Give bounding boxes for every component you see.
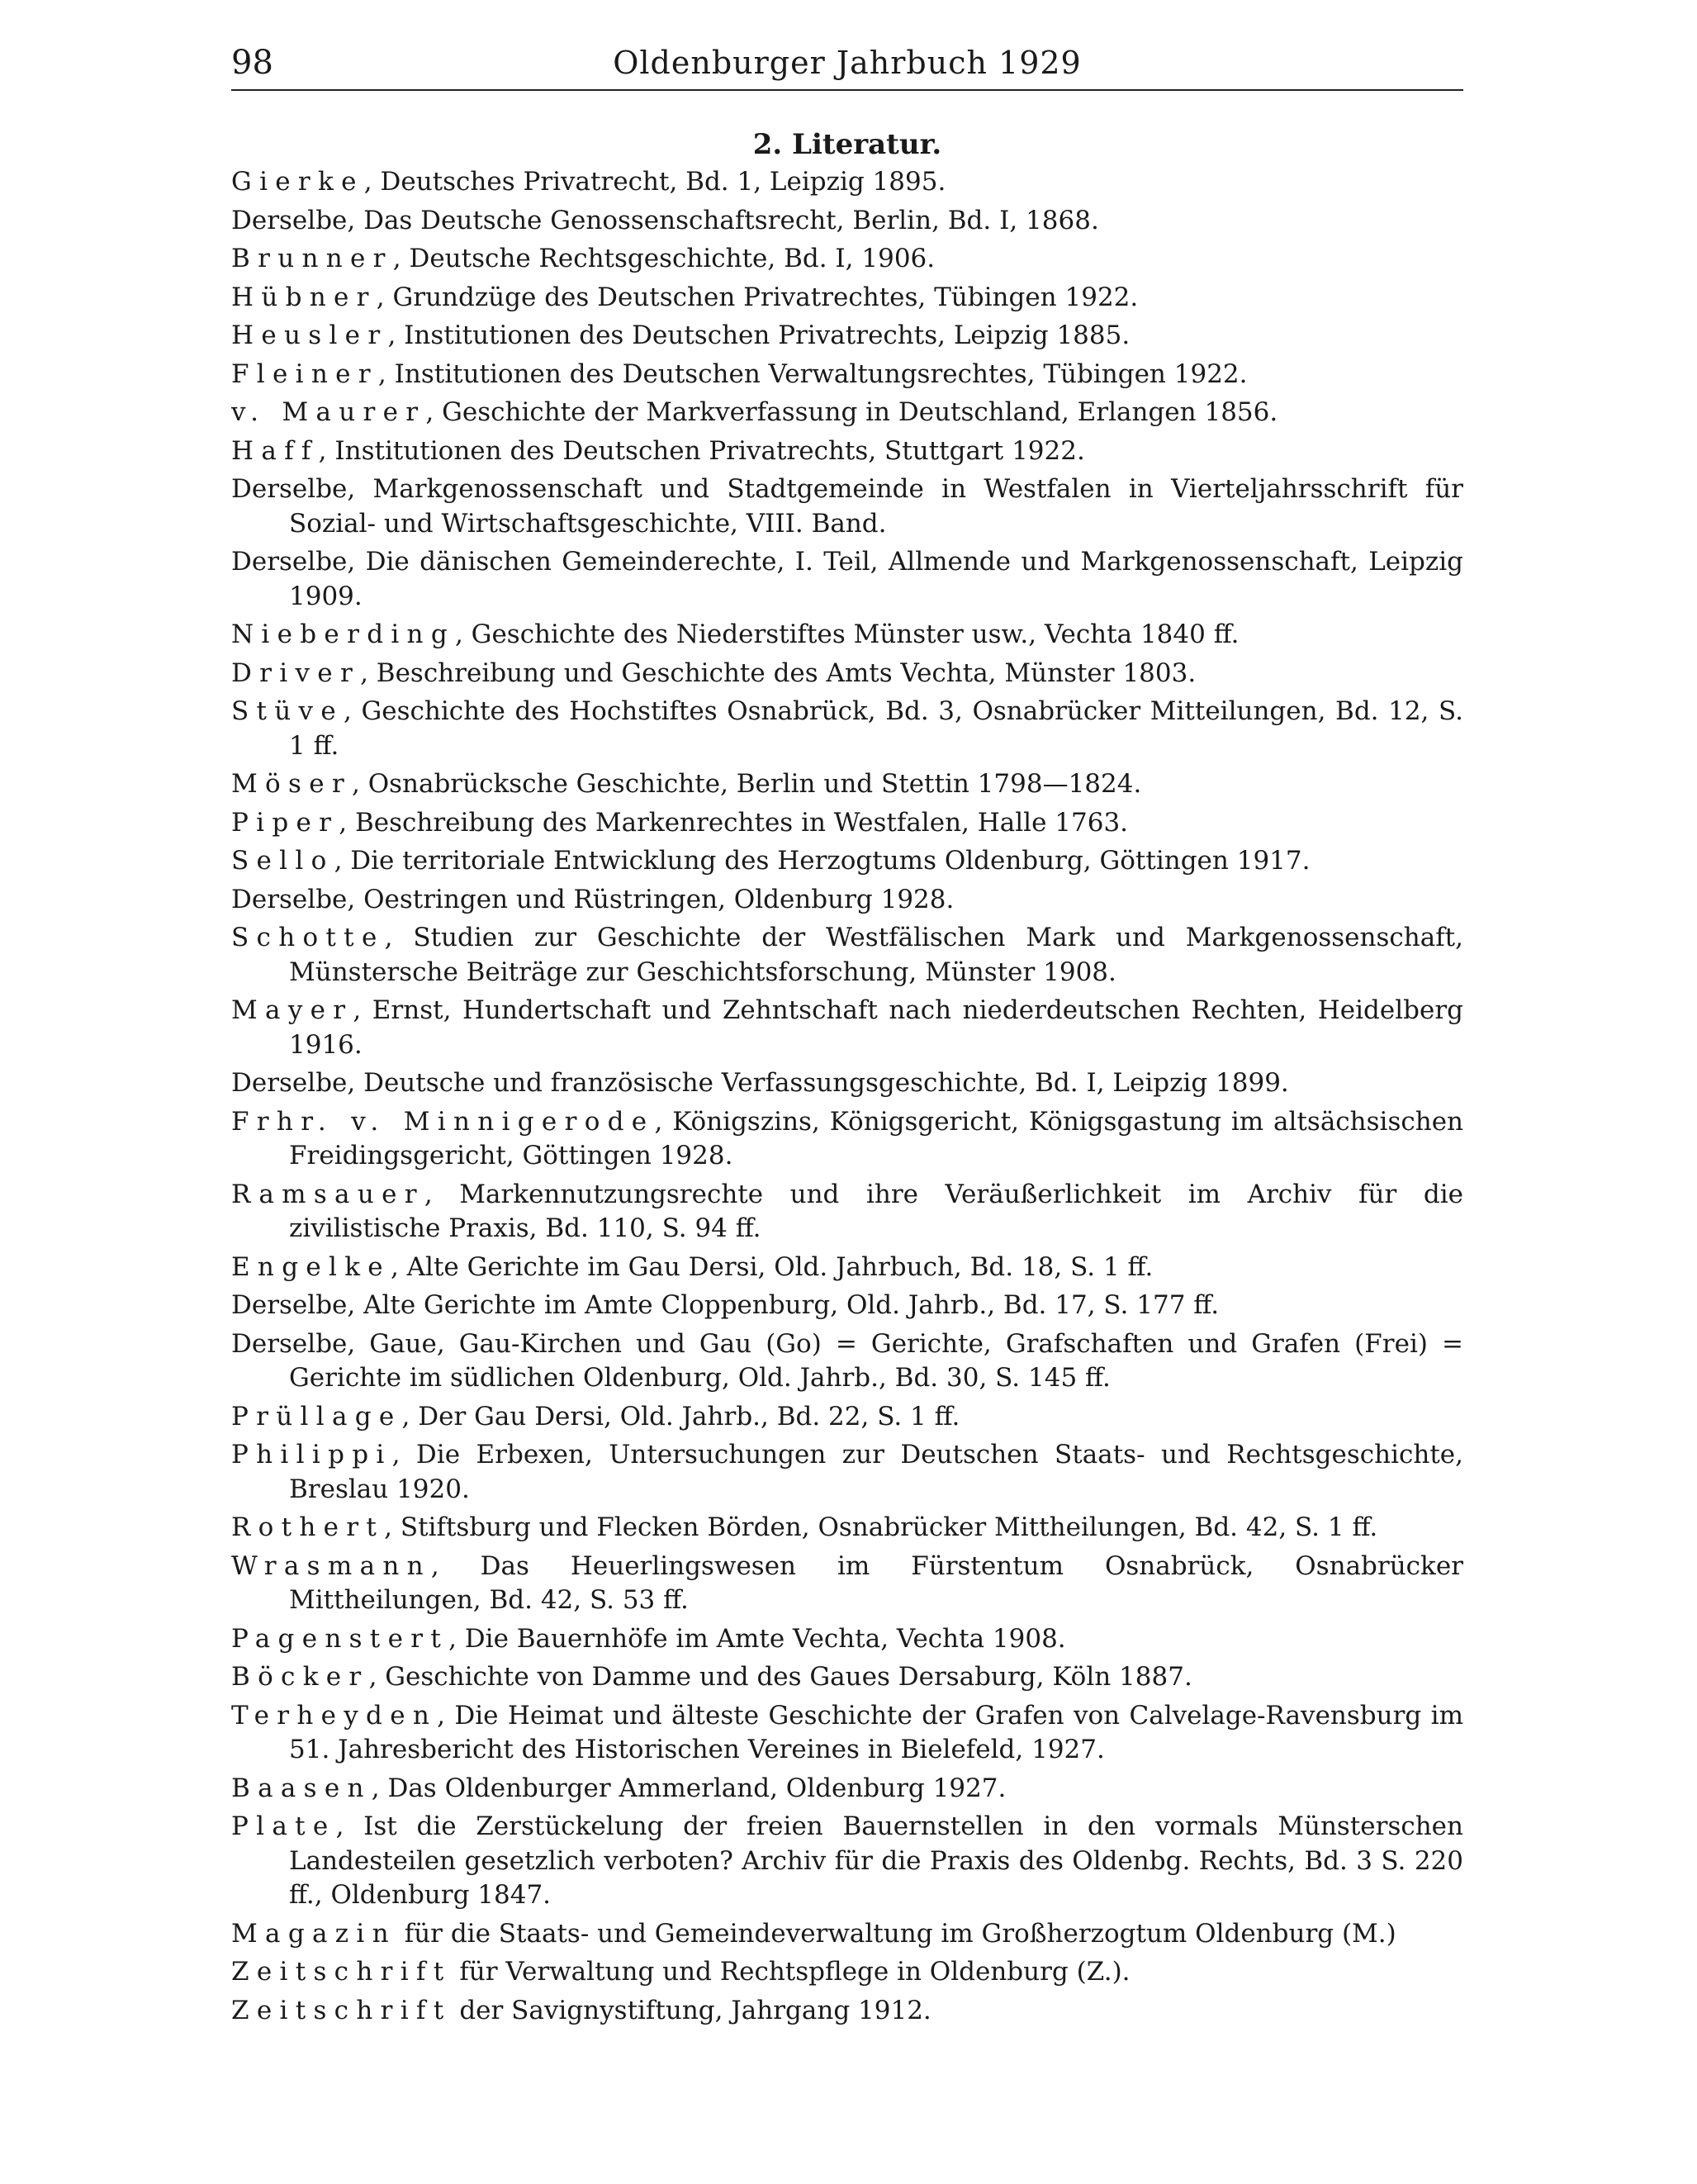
entry-text: , Die Bauernhöfe im Amte Vechta, Vechta 1908. xyxy=(448,1623,1066,1654)
bibliography-entry xyxy=(231,165,1463,200)
entry-author: Gierke xyxy=(231,167,364,197)
entry-text: der Savignystiftung, Jahrgang 1912. xyxy=(451,1995,931,2025)
entry-author: Terheyden xyxy=(231,1700,438,1731)
entry-author: Brunner xyxy=(231,244,393,273)
bibliography-entry xyxy=(231,1772,1463,1807)
bibliography-entry xyxy=(231,1251,1463,1285)
entry-author: Prüllage xyxy=(231,1401,402,1431)
bibliography-entry xyxy=(231,618,1463,653)
entry-author: Piper xyxy=(231,807,339,838)
bibliography-entry xyxy=(231,281,1463,316)
bibliography-entry xyxy=(231,434,1463,469)
bibliography-entry xyxy=(231,1438,1463,1507)
entry-author: Nieberding xyxy=(231,620,455,649)
entry-text: , Das Heuerlingswesen im Fürstentum Osnabrück, Osnabrücker Mittheilungen, Bd. 42, S. 53 ff. xyxy=(289,1550,1463,1615)
bibliography-entry xyxy=(231,1289,1463,1323)
entry-text: , Osnabrücksche Geschichte, Berlin und Stettin 1798—1824. xyxy=(351,769,1142,799)
entry-author: Hübner xyxy=(231,282,377,312)
entry-author: Mayer xyxy=(231,995,353,1025)
entry-text: , Stiftsburg und Flecken Börden, Osnabrücker Mittheilungen, Bd. 42, S. 1 ff. xyxy=(384,1512,1378,1542)
bibliography-entry xyxy=(231,994,1463,1062)
entry-text: , Die territoriale Entwicklung des Herzogtums Oldenburg, Göttingen 1917. xyxy=(334,846,1311,876)
entry-text: , Geschichte der Markverfassung in Deutschland, Erlangen 1856. xyxy=(425,397,1278,427)
entry-text: , Beschreibung des Markenrechtes in Westfalen, Halle 1763. xyxy=(339,807,1129,838)
bibliography-entry xyxy=(231,806,1463,841)
entry-author: Heusler xyxy=(231,320,388,350)
bibliography-entry xyxy=(231,1066,1463,1101)
entry-author: Driver xyxy=(231,658,361,688)
bibliography-entry xyxy=(231,657,1463,691)
entry-author: Magazin xyxy=(231,1918,396,1949)
entry-text: Derselbe, Deutsche und französische Verfassungsgeschichte, Bd. I, Leipzig 1899. xyxy=(231,1068,1289,1098)
entry-author: Philippi xyxy=(231,1440,392,1469)
bibliography-entry xyxy=(231,844,1463,879)
entry-author: Fleiner xyxy=(231,358,378,389)
entry-text: , Institutionen des Deutschen Privatrechts, Leipzig 1885. xyxy=(387,320,1131,350)
bibliography-entry xyxy=(231,1660,1463,1695)
entry-text: , Geschichte des Niederstiftes Münster usw., Vechta 1840 ff. xyxy=(454,620,1240,649)
entry-author: Wrasmann xyxy=(231,1550,431,1581)
entry-text: , Die Heimat und älteste Geschichte der Grafen von Calvelage-Ravensburg im 51. Jahresbericht des Historischen Vereines in Bielefeld, 1927. xyxy=(289,1700,1463,1764)
entry-author: Stüve xyxy=(231,696,344,726)
entry-text: für Verwaltung und Rechtspflege in Oldenburg (Z.). xyxy=(451,1957,1131,1987)
entry-author: Frhr. v. Minnigerode xyxy=(231,1106,655,1137)
entry-text: , Ernst, Hundertschaft und Zehntschaft nach niederdeutschen Rechten, Heidelberg 1916. xyxy=(289,995,1463,1060)
bibliography-entry xyxy=(231,204,1463,239)
entry-author: Plate xyxy=(231,1811,336,1841)
page-header xyxy=(231,40,1463,91)
bibliography-entry xyxy=(231,1917,1463,1952)
entry-text: , Studien zur Geschichte der Westfälischen Mark und Markgenossenschaft, Münstersche Beiträge zur Geschichtsforschung, Münster 1908. xyxy=(289,923,1463,987)
bibliography-entry xyxy=(231,1400,1463,1435)
entry-text: , Das Oldenburger Ammerland, Oldenburg 1927. xyxy=(371,1773,1007,1803)
bibliography-entry xyxy=(231,319,1463,354)
bibliography-list xyxy=(231,165,1463,2032)
bibliography-entry xyxy=(231,883,1463,918)
bibliography-entry xyxy=(231,1178,1463,1246)
entry-text: Derselbe, Das Deutsche Genossenschaftsrecht, Berlin, Bd. I, 1868. xyxy=(231,205,1099,235)
bibliography-entry xyxy=(231,921,1463,990)
bibliography-entry xyxy=(231,1622,1463,1657)
entry-author: Sello xyxy=(231,846,334,876)
bibliography-entry xyxy=(231,1810,1463,1913)
bibliography-entry xyxy=(231,695,1463,763)
section-title: 2. Literatur. xyxy=(752,128,942,161)
page-number: 98 xyxy=(231,44,273,82)
entry-author: Schotte xyxy=(231,923,385,952)
entry-text: , Grundzüge des Deutschen Privatrechtes, Tübingen 1922. xyxy=(376,282,1139,312)
entry-text: , Königszins, Königsgericht, Königsgastung im altsächsischen Freidingsgericht, Göttingen 1928. xyxy=(289,1106,1464,1170)
entry-text: , Geschichte von Damme und des Gaues Dersaburg, Köln 1887. xyxy=(368,1662,1192,1692)
bibliography-entry xyxy=(231,1994,1463,2029)
entry-text: , Institutionen des Deutschen Verwaltungsrechtes, Tübingen 1922. xyxy=(377,358,1248,389)
entry-text: , Beschreibung und Geschichte des Amts Vechta, Münster 1803. xyxy=(360,658,1197,688)
entry-author: Möser xyxy=(231,769,352,799)
bibliography-entry xyxy=(231,1550,1463,1618)
entry-text: Derselbe, Gaue, Gau-Kirchen und Gau (Go) = Gerichte, Grafschaften und Grafen (Frei) = Gerichte im südlichen Oldenburg, Old. Jahrb., Bd. 30, S. 145 ff. xyxy=(231,1328,1463,1393)
entry-author: v. Maurer xyxy=(231,397,426,427)
entry-text: , Institutionen des Deutschen Privatrechts, Stuttgart 1922. xyxy=(318,435,1085,466)
entry-author: Zeitschrift xyxy=(231,1957,452,1987)
entry-text: , Geschichte des Hochstiftes Osnabrück, Bd. 3, Osnabrücker Mitteilungen, Bd. 12, S. 1 ff. xyxy=(289,696,1463,761)
bibliography-entry xyxy=(231,1327,1463,1396)
entry-author: Ramsauer xyxy=(231,1179,424,1209)
entry-text: , Deutsches Privatrecht, Bd. 1, Leipzig 1895. xyxy=(363,167,946,197)
entry-text: Derselbe, Die dänischen Gemeinderechte, I. Teil, Allmende und Markgenossenschaft, Leipzig 1909. xyxy=(231,547,1463,611)
bibliography-entry xyxy=(231,472,1463,541)
entry-text: , Ist die Zerstückelung der freien Bauernstellen in den vormals Münsterschen Landesteilen gesetzlich verboten? Archiv für die Praxis des Oldenbg. Rechts, Bd. 3 S. 220 ff., Oldenburg 1847. xyxy=(289,1811,1463,1910)
bibliography-entry xyxy=(231,1511,1463,1545)
entry-author: Engelke xyxy=(231,1251,391,1282)
entry-author: Baasen xyxy=(231,1773,372,1803)
bibliography-entry xyxy=(231,242,1463,277)
entry-author: Rothert xyxy=(231,1512,385,1542)
entry-author: Böcker xyxy=(231,1662,369,1692)
bibliography-entry xyxy=(231,1699,1463,1768)
entry-author: Pagenstert xyxy=(231,1623,449,1654)
entry-text: , Die Erbexen, Untersuchungen zur Deutschen Staats- und Rechtsgeschichte, Breslau 1920. xyxy=(289,1440,1463,1504)
entry-text: , Alte Gerichte im Gau Dersi, Old. Jahrbuch, Bd. 18, S. 1 ff. xyxy=(390,1251,1154,1282)
bibliography-entry xyxy=(231,358,1463,392)
entry-text: Derselbe, Markgenossenschaft und Stadtgemeinde in Westfalen in Vierteljahrsschrift für Sozial- und Wirtschaftsgeschichte, VIII. Band. xyxy=(231,474,1463,539)
bibliography-entry xyxy=(231,767,1463,802)
entry-text: , Markennutzungsrechte und ihre Veräußerlichkeit im Archiv für die zivilistische Praxis, Bd. 110, S. 94 ff. xyxy=(289,1179,1463,1243)
entry-author: Haff xyxy=(231,435,319,466)
entry-author: Zeitschrift xyxy=(231,1995,452,2025)
entry-text: , Der Gau Dersi, Old. Jahrb., Bd. 22, S. 1 ff. xyxy=(401,1401,960,1431)
bibliography-entry xyxy=(231,1105,1463,1174)
bibliography-entry xyxy=(231,545,1463,614)
running-title: Oldenburger Jahrbuch 1929 xyxy=(613,45,1082,81)
entry-text: Derselbe, Alte Gerichte im Amte Cloppenburg, Old. Jahrb., Bd. 17, S. 177 ff. xyxy=(231,1290,1220,1320)
entry-text: für die Staats- und Gemeindeverwaltung im Großherzogtum Oldenburg (M.) xyxy=(396,1918,1396,1949)
entry-text: Derselbe, Oestringen und Rüstringen, Oldenburg 1928. xyxy=(231,884,955,914)
bibliography-entry xyxy=(231,1955,1463,1990)
entry-text: , Deutsche Rechtsgeschichte, Bd. I, 1906. xyxy=(392,244,936,273)
bibliography-entry xyxy=(231,396,1463,430)
